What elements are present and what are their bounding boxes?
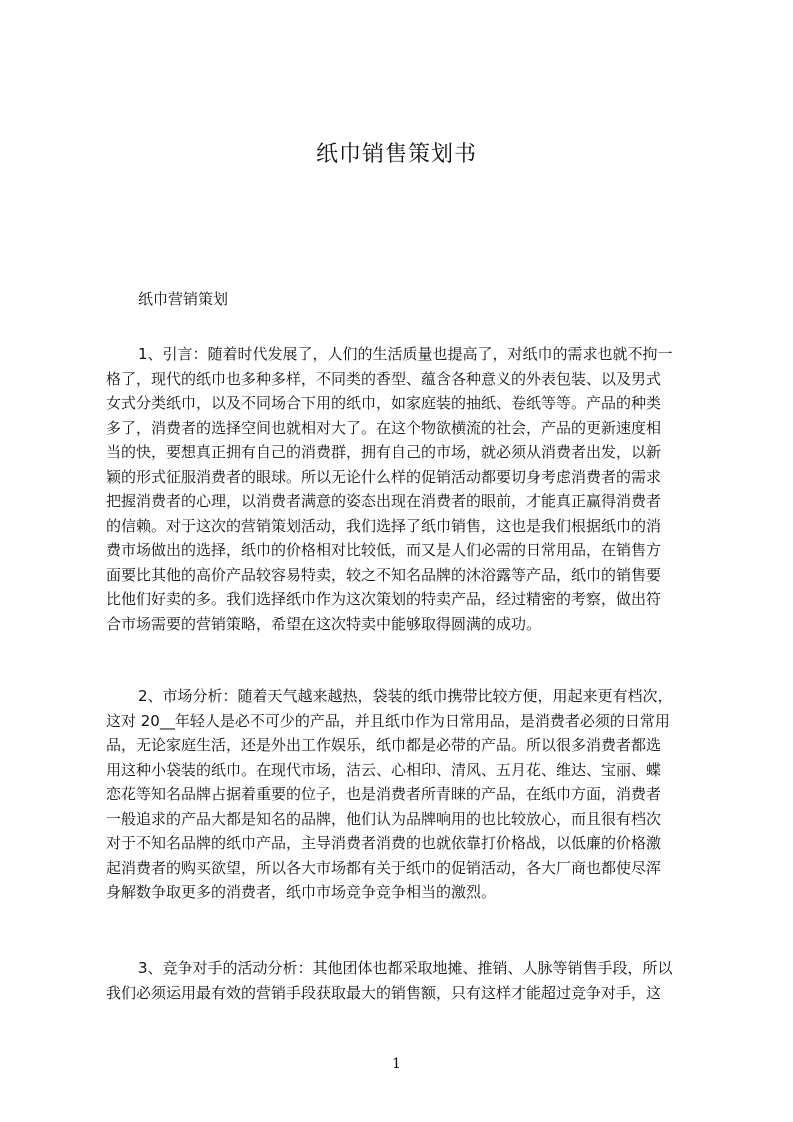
paragraph-line: 1、引言：随着时代发展了，人们的生活质量也提高了，对纸巾的需求也就不拘一: [138, 345, 673, 363]
paragraph-line: 面要比其他的高价产品较容易特卖，较之不知名品牌的沐浴露等产品，纸巾的销售要: [106, 565, 662, 584]
paragraph-line: 一般追求的产品大都是知名的品牌，他们认为品牌响用的也比较放心，而且很有档次: [106, 809, 662, 828]
paragraph-line: 把握消费者的心理，以消费者满意的姿态出现在消费者的眼前，才能真正赢得消费者: [106, 492, 662, 510]
paragraph-competitor-analysis: [106, 956, 698, 1005]
paragraph-line: 比他们好卖的多。我们选择纸巾作为这次策划的特卖产品，经过精密的考察，做出符: [106, 590, 662, 608]
paragraph-line: 女式分类纸巾，以及不同场合下用的纸巾，如家庭装的抽纸、卷纸等等。产品的种类: [106, 394, 662, 412]
paragraph-line: 多了，消费者的选择空间也就相对大了。在这个物欲横流的社会，产品的更新速度相: [106, 418, 662, 437]
paragraph-line: 当的快，要想真正拥有自己的消费群，拥有自己的市场，就必须从消费者出发，以新: [106, 443, 662, 461]
document-title: 纸巾销售策划书: [315, 142, 477, 167]
paragraph-line: 恋花等知名品牌占据着重要的位子，也是消费者所青睐的产品，在纸巾方面，消费者: [106, 785, 662, 803]
paragraph-line: 3、竞争对手的活动分析：其他团体也都采取地摊、推销、人脉等销售手段，所以: [138, 959, 673, 977]
paragraph-line: 这对 20__年轻人是必不可少的产品，并且纸巾作为日常用品，是消费者必须的日常用: [106, 711, 670, 730]
paragraph-market-analysis: [106, 684, 698, 905]
paragraph-line: 合市场需要的营销策略，希望在这次特卖中能够取得圆满的成功。: [106, 614, 542, 633]
section-subheading: 纸巾营销策划: [138, 290, 229, 308]
page-number: 1: [392, 1056, 401, 1072]
paragraph-line: 颖的形式征服消费者的眼球。所以无论什么样的促销活动都要切身考虑消费者的需求: [106, 467, 662, 486]
paragraph-line: 格了，现代的纸巾也多种多样，不同类的香型、蕴含各种意义的外表包装、以及男式: [106, 369, 662, 388]
paragraph-line: 品，无论家庭生活，还是外出工作娱乐，纸巾都是必带的产品。所以很多消费者都选: [106, 736, 662, 754]
paragraph-line: 身解数争取更多的消费者，纸巾市场竞争竞争相当的激烈。: [106, 883, 497, 901]
paragraph-line: 对于不知名品牌的纸巾产品，主导消费者消费的也就依靠打价格战，以低廉的价格激: [106, 834, 662, 852]
paragraph-line: 起消费者的购买欲望，所以各大市场都有关于纸巾的促销活动，各大厂商也都使尽浑: [106, 858, 662, 877]
paragraph-introduction: [106, 342, 698, 636]
paragraph-line: 2、市场分析：随着天气越来越热，袋装的纸巾携带比较方便，用起来更有档次，: [138, 687, 673, 705]
paragraph-line: 用这种小袋装的纸巾。在现代市场，洁云、心相印、清风、五月花、维达、宝丽、蝶: [106, 760, 662, 779]
paragraph-line: 的信赖。对于这次的营销策划活动，我们选择了纸巾销售，这也是我们根据纸巾的消: [106, 516, 662, 535]
paragraph-line: 我们必须运用最有效的营销手段获取最大的销售额，只有这样才能超过竞争对手，这: [106, 983, 662, 1002]
paragraph-line: 费市场做出的选择，纸巾的价格相对比较低，而又是人们必需的日常用品，在销售方: [106, 541, 662, 559]
